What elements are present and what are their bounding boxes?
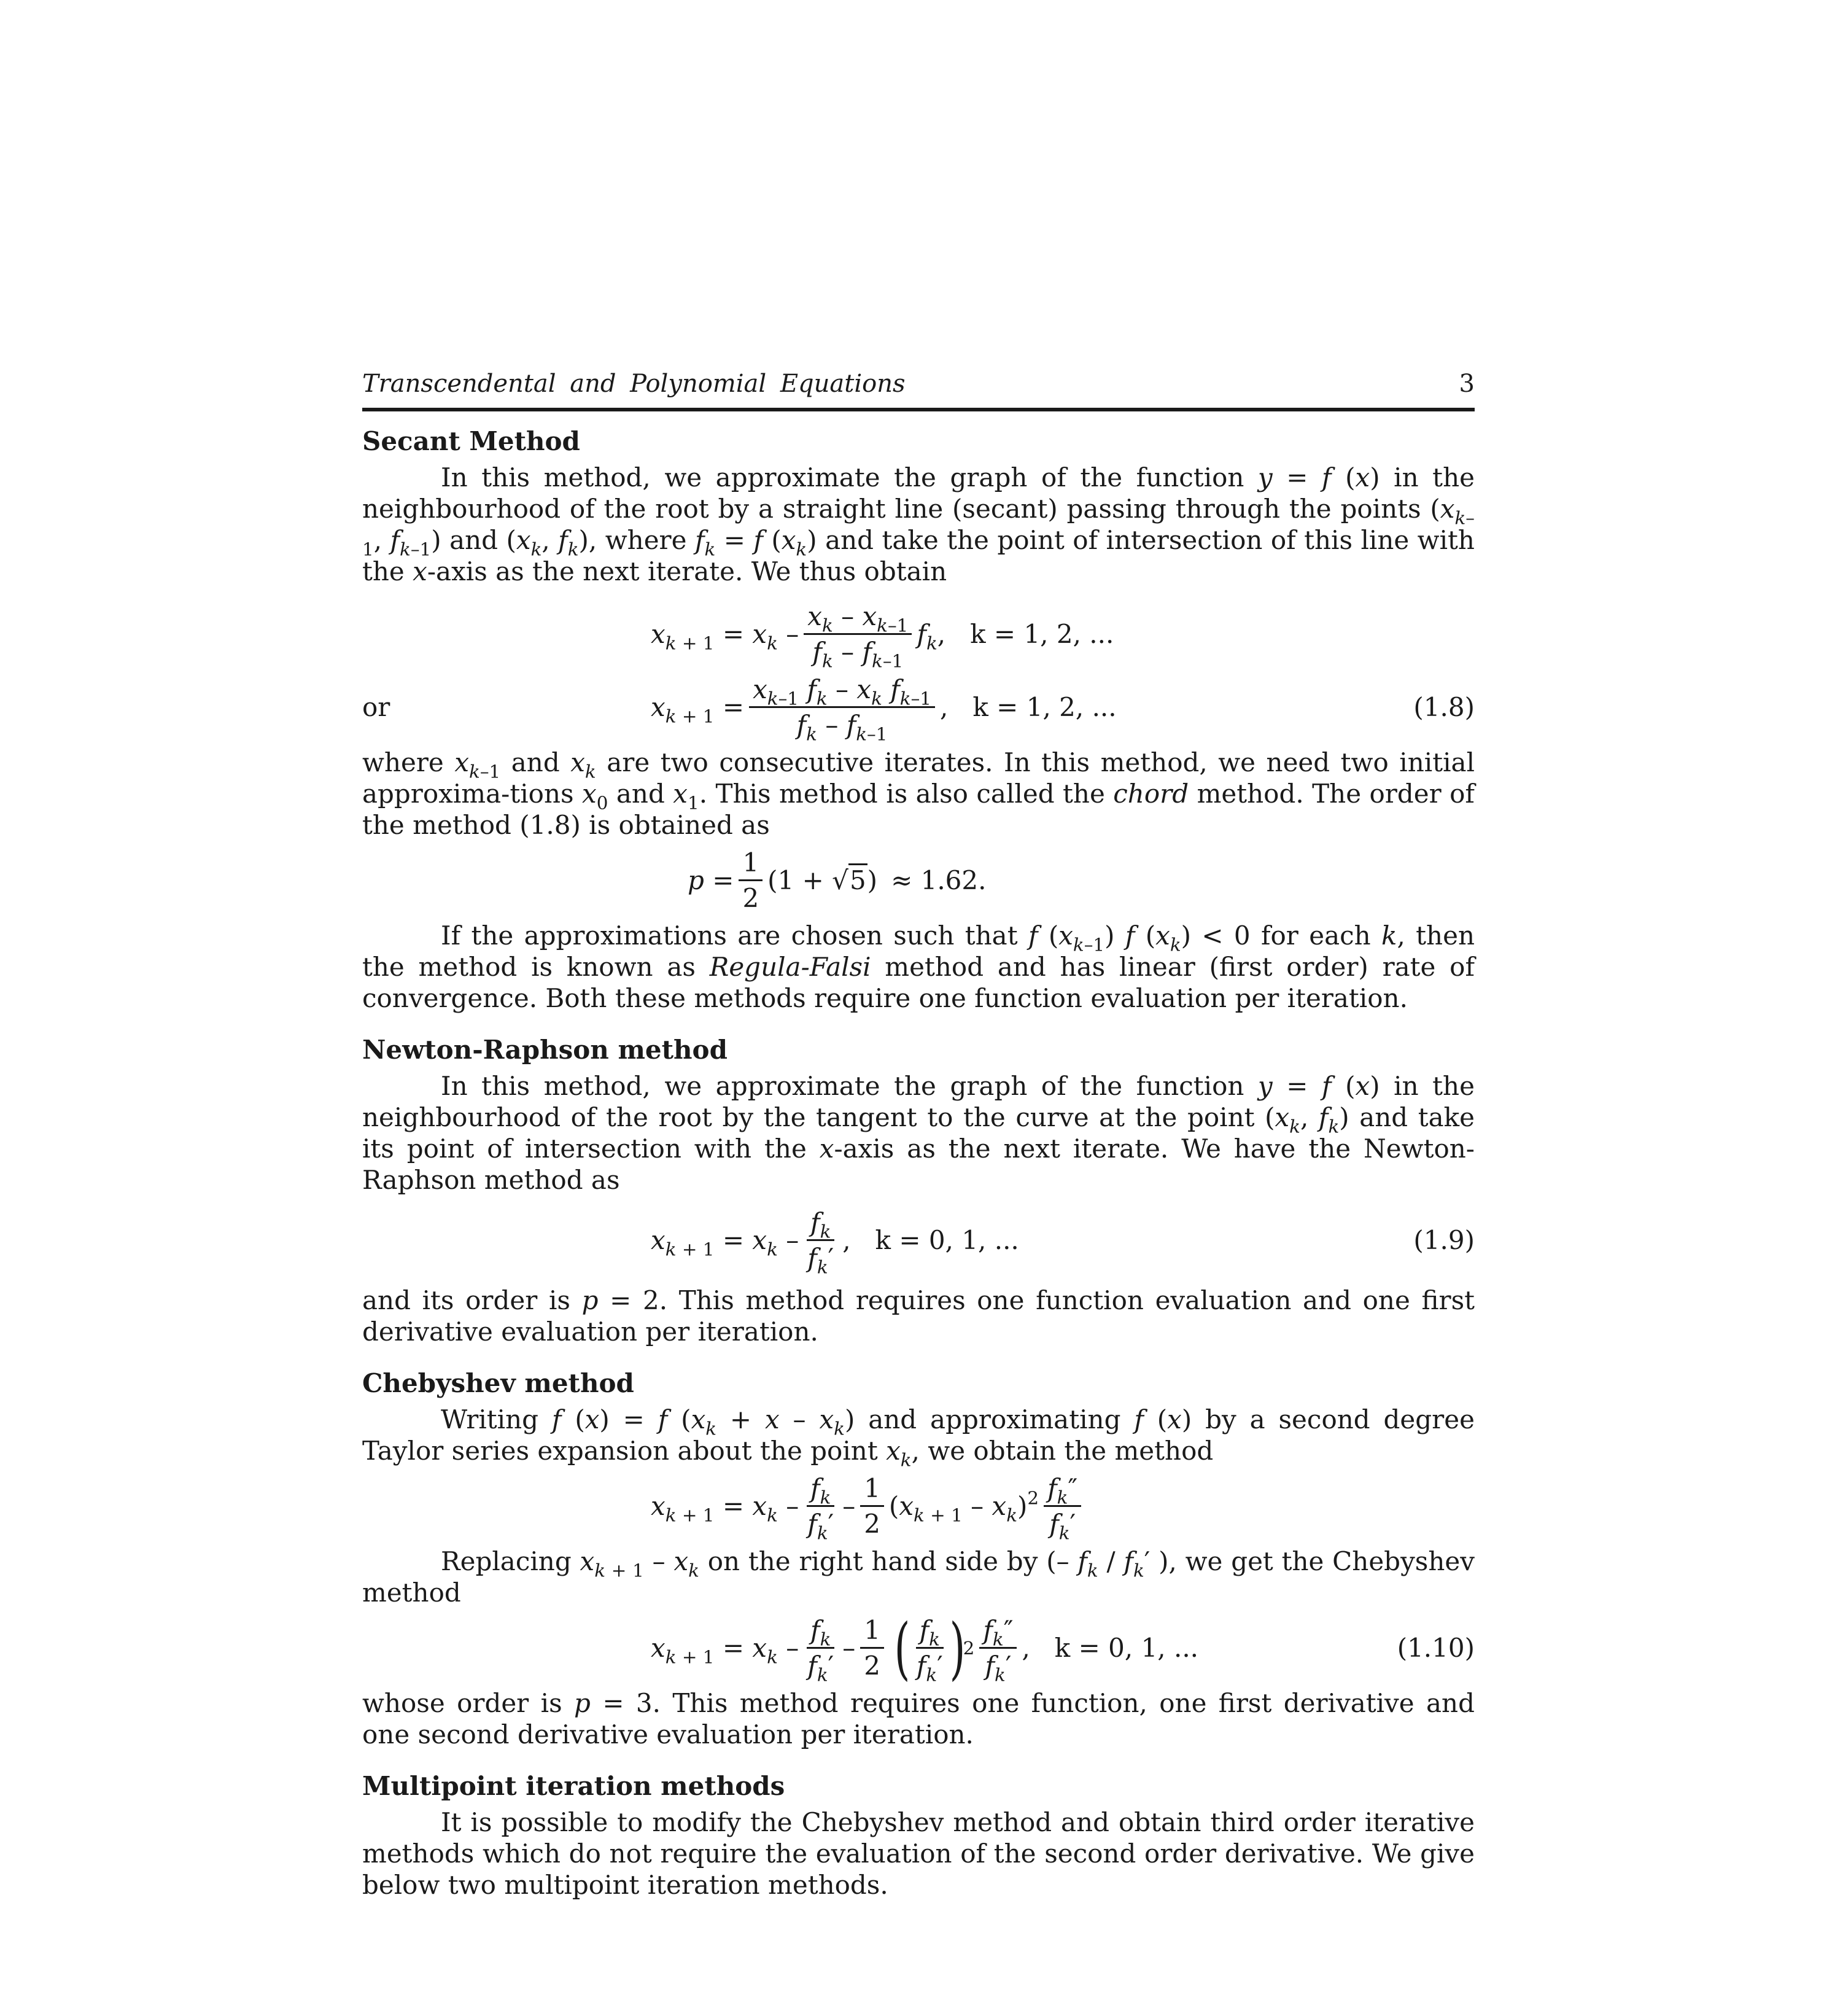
chebyshev-paragraph-3: whose order is p = 3. This method requires one function, one first derivative and one second derivative evaluation per iteration.	[362, 1688, 1475, 1749]
equation-order-secant: p = $\frac{1}{2}$ (1 + √5) ≈ 1.62.	[688, 847, 987, 913]
multipoint-paragraph-1: It is possible to modify the Chebyshev method and obtain third order iterative methods which do not require the evaluation of the second order derivative. We give below two multipoint iteration methods.	[362, 1807, 1475, 1900]
equation-1-8: or $x_{k + 1}$ = $\frac{x_{k-1} f_k - x_k f_{k-1}}{f_k - f_{k-1}}$ , k = 1, 2, ... (1.8)	[362, 674, 1475, 745]
or-label: or	[362, 692, 390, 722]
section-heading-secant: Secant Method	[362, 426, 580, 456]
equation-number-1-10: (1.10)	[1397, 1633, 1475, 1663]
equation-secant-1-range: k = 1, 2, ...	[970, 619, 1114, 649]
newton-paragraph-1: In this method, we approximate the graph of the function y = f (x) in the neighbourhood of the root by the tangent to the curve at the point ($x_k$, $f_k$) and take its point of intersection with the x-axis as the next iterate. We have the Newton-Raphson method as	[362, 1071, 1475, 1195]
section-heading-chebyshev: Chebyshev method	[362, 1368, 634, 1398]
equation-chebyshev-taylor: $x_{k + 1} = x_k$ – $\frac{f_k}{f_k'}$ – $\frac{1}{2}$ $(x_{k + 1} - x_k)^2$ $\frac{f_k''}{f_k'}$	[362, 1473, 1475, 1539]
section-heading-newton: Newton-Raphson method	[362, 1035, 728, 1065]
equation-1-9-range: k = 0, 1, ...	[875, 1225, 1019, 1255]
equation-number-1-9: (1.9)	[1413, 1225, 1475, 1255]
secant-paragraph-3: If the approximations are chosen such that f $(x_{k-1})$ f $(x_k) < 0$ for each k, then the method is known as Regula-Falsi method and has linear (first order) rate of convergence. Both these methods require one function evaluation per iteration.	[362, 920, 1475, 1013]
header-rule	[362, 408, 1475, 411]
equation-1-10-range: k = 0, 1, ...	[1054, 1633, 1199, 1663]
equation-1-9: $x_{k + 1} = x_k$ – $\frac{f_k}{f_k'}$ , k = 0, 1, ... (1.9)	[651, 1207, 1475, 1278]
equation-number-1-8: (1.8)	[1413, 692, 1475, 722]
page-number: 3	[1459, 370, 1475, 398]
secant-paragraph-1: In this method, we approximate the graph of the function y = f (x) in the neighbourhood of the root by a straight line (secant) passing through the points ($x_{k-1}$, $f_{k-1}$) and ($x_k$, $f_k$), where $f_k = f$ $(x_k)$ and take the point of intersection of this line with the x-axis as the next iterate. We thus obtain	[362, 462, 1475, 586]
secant-order-value: ≈ 1.62.	[891, 865, 987, 895]
equation-1-8-range: k = 1, 2, ...	[972, 692, 1117, 722]
running-head	[362, 368, 1475, 405]
equation-1-10: $x_{k + 1} = x_k$ – $\frac{f_k}{f_k'}$ – $\frac{1}{2}$ ( $\frac{f_k}{f_k'}$ ) 2 $\frac{f_k''}{f_k'}$ , k = 0, 1, ... (1.10)	[651, 1608, 1475, 1687]
secant-paragraph-2: where $x_{k-1}$ and $x_k$ are two consecutive iterates. In this method, we need two initial approxima-tions $x_0$ and $x_1$. This method is also called the chord method. The order of the method (1.8) is obtained as	[362, 747, 1475, 840]
chebyshev-paragraph-2: Replacing $x_{k + 1} - x_k$ on the right hand side by (– $f_k / f_k'$ ), we get the Chebyshev method	[362, 1546, 1475, 1608]
running-title: Transcendental and Polynomial Equations	[362, 370, 906, 398]
newton-paragraph-2: and its order is p = 2. This method requires one function evaluation and one first derivative evaluation per iteration.	[362, 1285, 1475, 1347]
chebyshev-paragraph-1: Writing f (x) = f $(x_k + x - x_k)$ and approximating f (x) by a second degree Taylor series expansion about the point $x_k$, we obtain the method	[362, 1404, 1475, 1471]
page	[362, 368, 1475, 1901]
section-heading-multipoint: Multipoint iteration methods	[362, 1771, 785, 1801]
equation-secant-1: $x_{k + 1} = x_k$ – $\frac{x_k - x_{k-1}}{f_k - f_{k-1}}$ $f_k$, k = 1, 2, ...	[651, 601, 1114, 672]
